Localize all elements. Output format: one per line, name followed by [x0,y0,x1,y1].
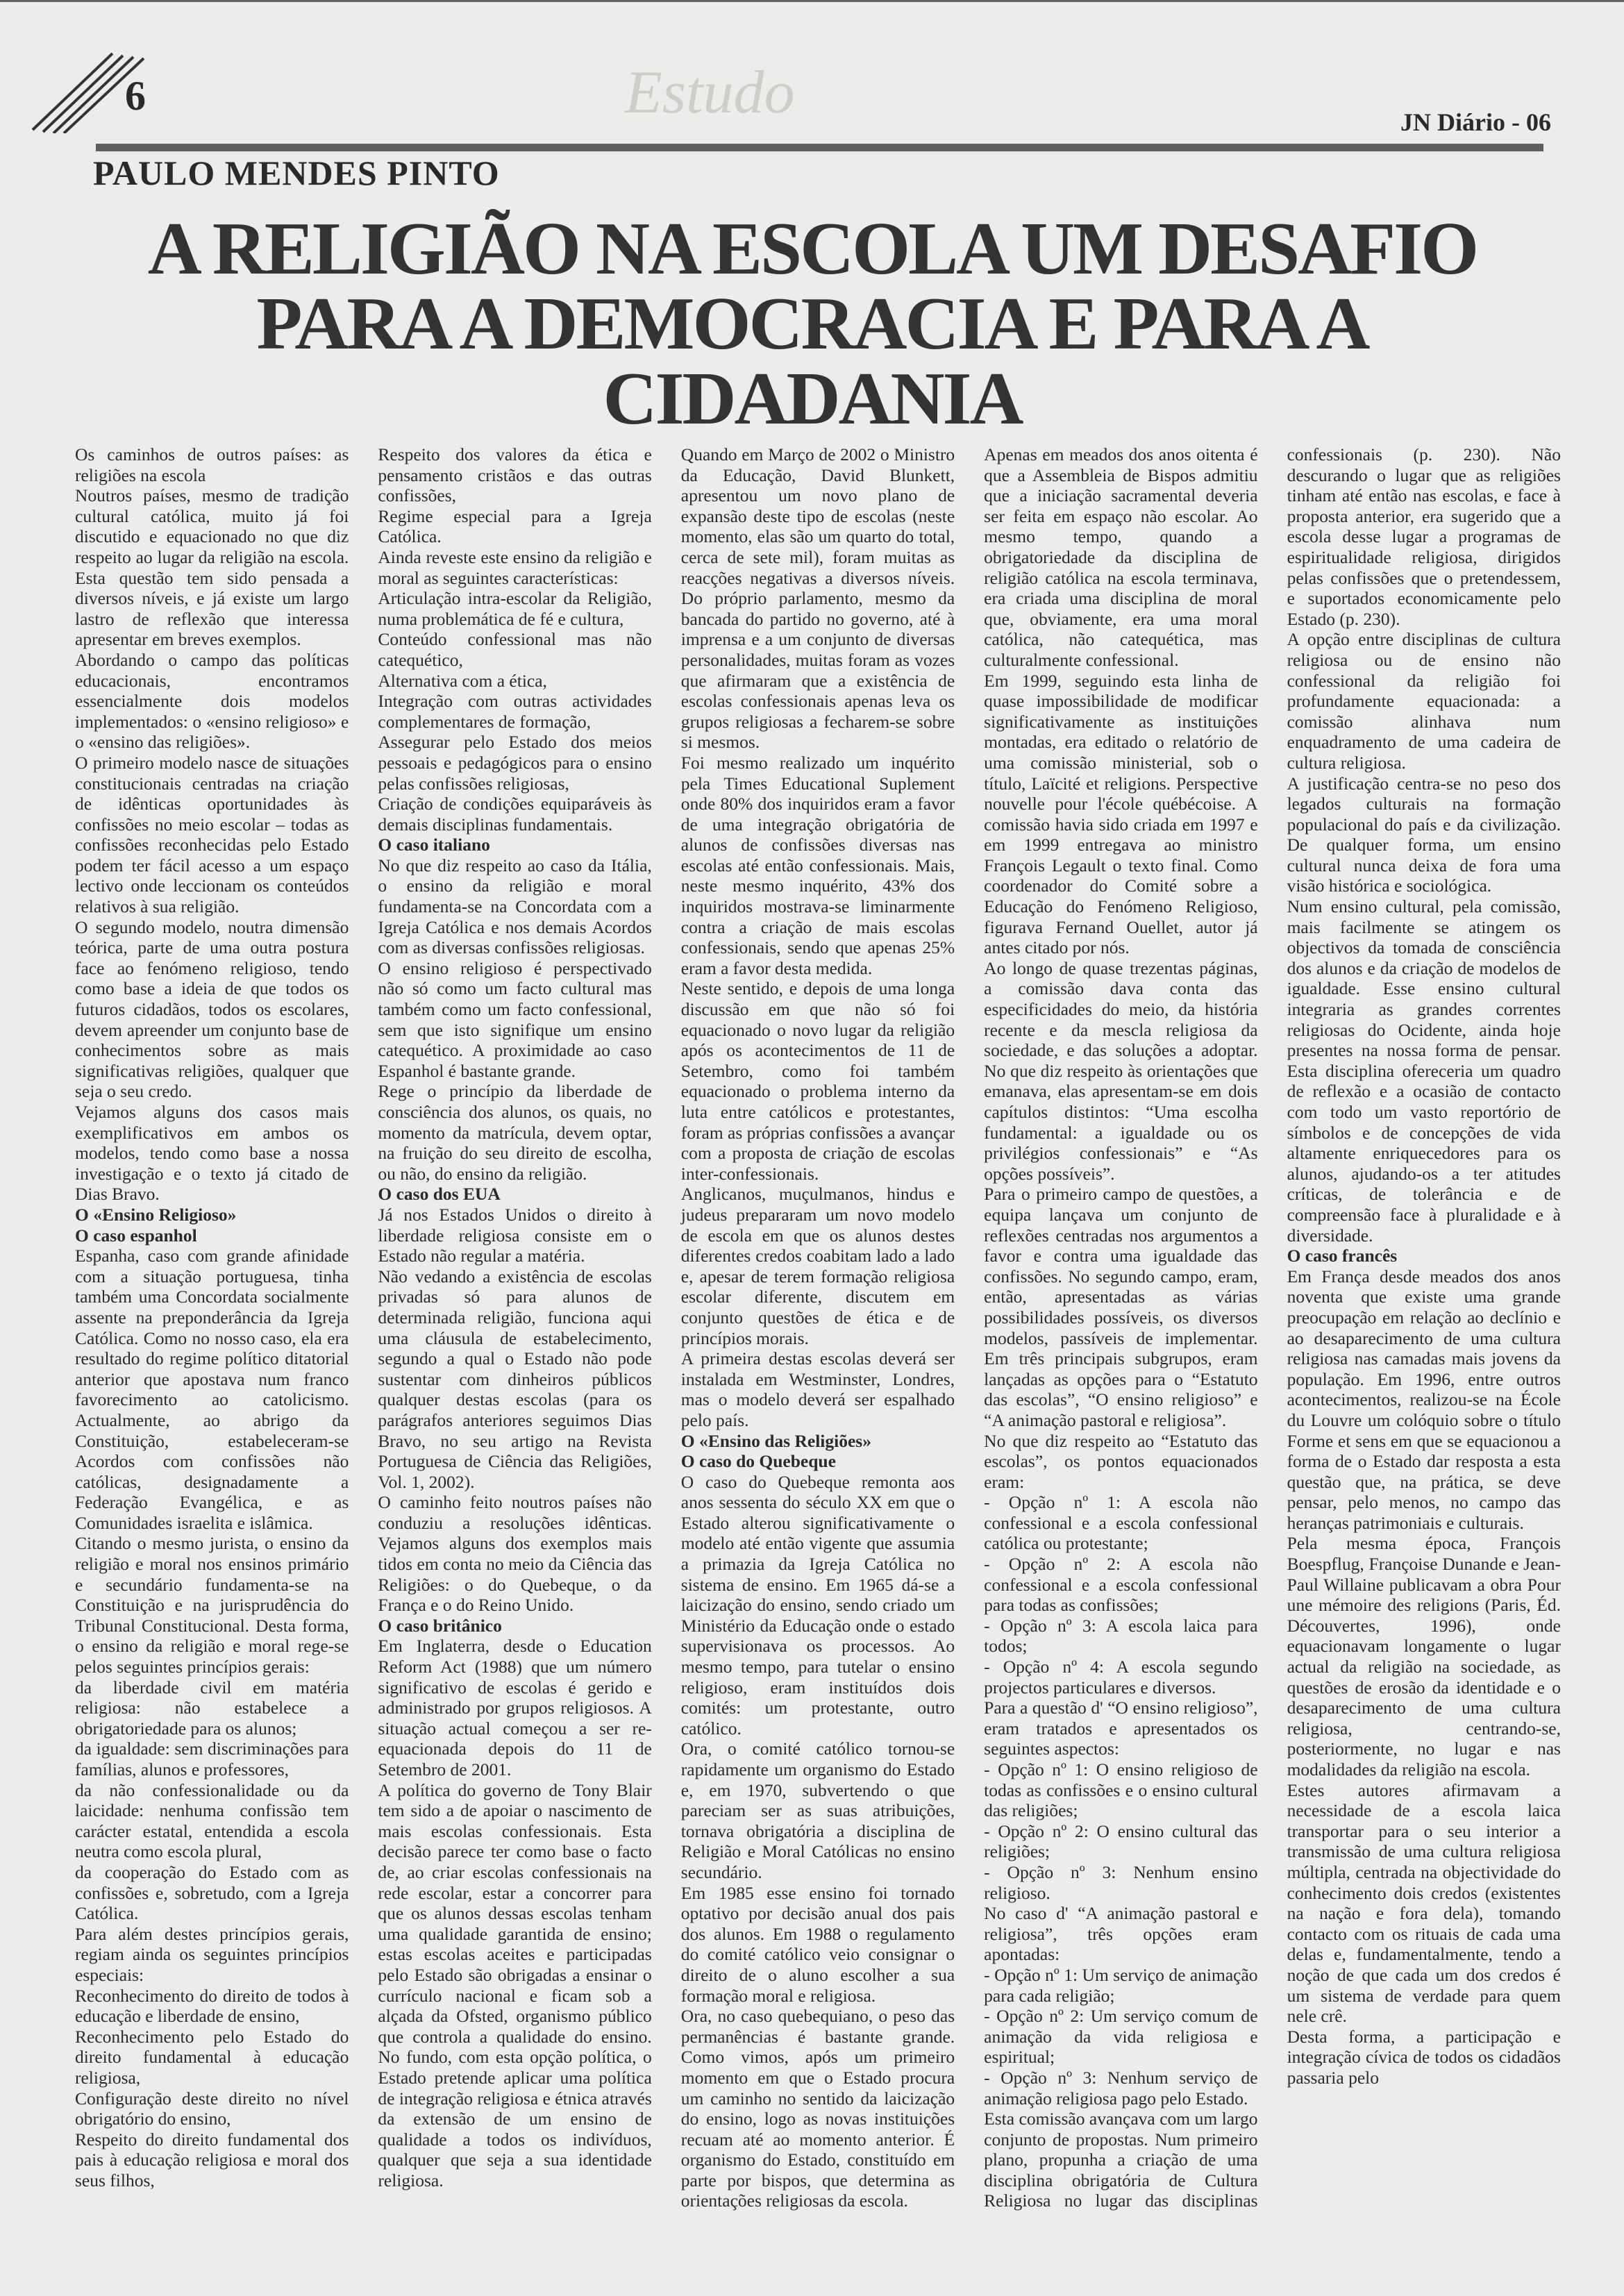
article-paragraph: - Opção nº 2: Um serviço comum de animação da vida religiosa e espiritual; [984,2006,1258,2068]
article-paragraph: No que diz respeito ao caso da Itália, o ensino da religião e moral fundamenta-se na Concordata com a Igreja Católica e nos demais Acordos com as diversas confissões religiosas. [378,855,652,958]
article-paragraph: Ainda reveste este ensino da religião e moral as seguintes características: [378,546,652,588]
article-paragraph: No que diz respeito ao “Estatuto das escolas”, os pontos equacionados eram: [984,1430,1258,1492]
headline-line-3: CIDADANIA [603,358,1022,440]
article-paragraph: - Opção nº 1: O ensino religioso de todas as confissões e o ensino cultural das religiões; [984,1759,1258,1821]
article-subheading: O caso espanhol [75,1225,197,1246]
article-paragraph: Espanha, caso com grande afinidade com a situação portuguesa, tinha também uma Concordata socialmente assente na preponderância da Igreja Católica. Como no nosso caso, ela era resultado do regime político ditatorial anterior que apostava num franco favorecimento ao catolicismo. Actualmente, ao abrigo da Constituição, estabeleceram-se Acordos com confissões não católicas, designadamente a Federação Evangélica, e as Comunidades israelita e islâmica. [75,1246,349,1533]
article-paragraph: Citando o mesmo jurista, o ensino da religião e moral nos ensinos primário e secundário fundamenta-se na Constituição e na jurisprudência do Tribunal Constitucional. Desta forma, o ensino da religião e moral rege-se pelos seguintes princípios gerais: [75,1533,349,1677]
article-paragraph: Pela mesma época, François Boespflug, Françoise Dunande e Jean-Paul Willaine publicavam a obra Pour une mémoire des religions (Paris, Éd. Découvertes, 1996), onde equacionavam longamente o lugar actual da religião na sociedade, as questões de erosão da identidade e o desaparecimento de uma cultura religiosa, centrando-se, posteriormente, no lugar e nas modalidades da religião na escola. [1287,1533,1561,1779]
article-paragraph: O caminho feito noutros países não conduziu a resoluções idênticas. Vejamos alguns dos exemplos mais tidos em conta no meio da Ciência das Religiões: o do Quebeque, o da França e o do Reino Unido. [378,1492,652,1616]
article-paragraph: Estes autores afirmavam a necessidade de a escola laica transportar para o seu interior a transmissão de uma cultura religiosa múltipla, centrada na objectividade do conhecimento dois credos (existentes na nação e fora dela), tomando contacto com os rituais de cada uma delas e, fundamentalmente, tendo a noção de que cada um dos credos é um sistema de verdade para quem nele crê. [1287,1779,1561,2027]
article-paragraph: Em Inglaterra, desde o Education Reform Act (1988) que um número significativo de escolas é gerido e administrado por grupos religiosos. A situação actual começou a ser re-equacionada depois do 11 de Setembro de 2001. [378,1636,652,1779]
article-paragraph: Os caminhos de outros países: as religiões na escola [75,444,349,485]
article-subheading: O caso italiano [378,835,490,855]
article-paragraph: A primeira destas escolas deverá ser instalada em Westminster, Londres, mas o modelo deverá ser espalhado pelo país. [680,1348,955,1430]
article-paragraph: A justificação centra-se no peso dos legados culturais na formação populacional do país e da civilização. De qualquer forma, um ensino cultural nunca deixa de fora uma visão histórica e sociológica. [1287,773,1561,896]
article-paragraph: da não confessionalidade ou da laicidade: nenhuma confissão tem carácter estatal, entendida a escola neutra como escola plural, [75,1779,349,1862]
article-paragraph: da igualdade: sem discriminações para famílias, alunos e professores, [75,1738,349,1779]
article-paragraph: O segundo modelo, noutra dimensão teórica, parte de uma outra postura face ao fenómeno religioso, tendo como base a ideia de que todos os futuros cidadãos, todos os escolares, devem apreender um conjunto base de conhecimentos sobre as mais significativas religiões, qualquer que seja o seu credo. [75,916,349,1102]
article-subheading: O «Ensino das Religiões» [680,1430,871,1451]
article-paragraph: Alternativa com a ética, [378,670,547,691]
article-paragraph: A política do governo de Tony Blair tem sido a de apoiar o nascimento de mais escolas confessionais. Esta decisão parece ter como base o facto de, ao criar escolas confessionais na rede escolar, estar a concorrer para que os alunos dessas escolas tenham uma qualidade garantida de ensino; estas escolas aceites e participadas pelo Estado são obrigadas a ensinar o currículo nacional e ficam sob a alçada da Ofsted, organismo público que controla a qualidade do ensino. No fundo, com esta opção política, o Estado pretende aplicar uma política de integração religiosa e étnica através da extensão de um ensino de qualidade a todos os indivíduos, qualquer que seja a sua identidade religiosa. [378,1779,652,2190]
article-paragraph: Para a questão d' “O ensino religioso”, eram tratados e apresentados os seguintes aspectos: [984,1698,1258,1759]
article-paragraph: Não vedando a existência de escolas privadas só para alunos de determinada religião, funciona aqui uma cláusula de estabelecimento, segundo a qual o Estado não pode sustentar com dinheiros públicos qualquer destas escolas (para os parágrafos anteriores seguimos Dias Bravo, no seu artigo na Revista Portuguesa de Ciência das Religiões, Vol. 1, 2002). [378,1266,652,1492]
article-paragraph: Reconhecimento pelo Estado do direito fundamental à educação religiosa, [75,2026,349,2088]
article-paragraph: Em 1985 esse ensino foi tornado optativo por decisão anual dos pais dos alunos. Em 1988 o regulamento do comité católico veio consignar o direito de o aluno escolher a sua formação moral e religiosa. [680,1882,955,2006]
article-paragraph: - Opção nº 3: A escola laica para todos; [984,1615,1258,1657]
page-number: 6 [125,73,146,119]
article-paragraph: O caso do Quebeque remonta aos anos sessenta do século XX em que o Estado alterou significativamente o modelo até então vigente que assumia a primazia da Igreja Católica no sistema de ensino. Em 1965 dá-se a laicização do ensino, sendo criado um Ministério da Educação onde o estado supervisionava os processos. Ao mesmo tempo, para tutelar o ensino religioso, eram instituídos dois comités: um protestante, outro católico. [680,1471,955,1738]
article-paragraph: Abordando o campo das políticas educacionais, encontramos essencialmente dois modelos implementados: o «ensino religioso» e o «ensino das religiões». [75,649,349,753]
article-paragraph: - Opção nº 1: A escola não confessional e a escola confessional católica ou protestante; [984,1492,1258,1554]
article-paragraph: Respeito dos valores da ética e pensamento cristãos e das outras confissões, [378,444,652,506]
article-paragraph: No caso d' “A animação pastoral e religiosa”, três opções eram apontadas: [984,1903,1258,1965]
article-paragraph: Esta comissão avançava com um largo conjunto de propostas. Num primeiro plano, propunha a criação de uma disciplina obrigatória de Cultura Religiosa no lugar das disciplinas confessionais (p. 230). Não descurando o lugar que as religiões tinham até então nas escolas, e face à proposta anterior, era sugerido que a escola desse lugar a programas de espiritualidade religiosa, dirigidos pelas confissões que o pretendessem, e suportados economicamente pelo Estado (p. 230). [984,444,1561,2211]
article-paragraph: Assegurar pelo Estado dos meios pessoais e pedagógicos para o ensino pelas confissões religiosas, [378,732,652,794]
article-paragraph: A opção entre disciplinas de cultura religiosa ou de ensino não confessional da religião foi profundamente equacionada: a comissão alinhava num enquadramento de uma cadeira de cultura religiosa. [1287,629,1561,773]
article-paragraph: O primeiro modelo nasce de situações constitucionais centradas na criação de idênticas oportunidades às confissões no meio escolar – todas as confissões reconhecidas pelo Estado podem ter fácil acesso a um espaço lectivo onde leccionam os conteúdos relativos à sua religião. [75,752,349,917]
article-paragraph: Conteúdo confessional mas não catequético, [378,629,652,670]
article-paragraph: Foi mesmo realizado um inquérito pela Times Educational Suplement onde 80% dos inquiridos eram a favor de uma integração obrigatória de alunos de confissões diversas nas escolas até então confessionais. Mais, neste mesmo inquérito, 43% dos inquiridos mostrava-se liminarmente contra a criação de mais escolas confessionais, sendo que apenas 25% eram a favor desta medida. [680,752,955,978]
article-paragraph: Noutros países, mesmo de tradição cultural católica, muito já foi discutido e equacionado no que diz respeito ao lugar da religião na escola. Esta questão tem sido pensada a diversos níveis, e já existe um largo lastro de reflexão que interessa apresentar em breves exemplos. [75,485,349,650]
article-paragraph: Respeito do direito fundamental dos pais à educação religiosa e moral dos seus filhos, [75,2129,349,2190]
article-paragraph: Reconhecimento do direito de todos à educação e liberdade de ensino, [75,1985,349,2027]
article-paragraph: Neste sentido, e depois de uma longa discussão em que não só foi equacionado o novo lugar da religião após os acontecimentos de 11 de Setembro, como foi também equacionado o problema interno da luta entre católicos e protestantes, foram as próprias confissões a avançar com a proposta de criação de escolas inter-confessionais. [680,978,955,1184]
article-body [75,444,1561,2222]
headline-line-1: A RELIGIÃO NA ESCOLA UM DESAFIO [147,208,1477,290]
article-paragraph: da liberdade civil em matéria religiosa: não estabelece a obrigatoriedade para os alunos; [75,1677,349,1738]
article-paragraph: - Opção nº 1: Um serviço de animação para cada religião; [984,1964,1258,2006]
article-paragraph: - Opção nº 3: Nenhum serviço de animação religiosa pago pelo Estado. [984,2067,1258,2109]
article-paragraph: O ensino religioso é perspectivado não só como um facto cultural mas também como um facto confessional, sem que isto signifique um ensino catequético. A proximidade ao caso Espanhol é bastante grande. [378,957,652,1081]
headline-line-2: PARA A DEMOCRACIA E PARA A [256,283,1368,365]
article-paragraph: Quando em Março de 2002 o Ministro da Educação, David Blunkett, apresentou um novo plano de expansão deste tipo de escolas (neste momento, elas são um quarto do total, cerca de sete mil), foram muitas as reacções negativas a diversos níveis. Do próprio parlamento, mesmo da bancada do partido no governo, até à imprensa e a um conjunto de diversas personalidades, muitas foram as vozes que afirmaram que a existência de escolas confessionais apenas leva os grupos religiosas a fecharem-se sobre si mesmos. [680,444,955,753]
article-paragraph: Ora, o comité católico tornou-se rapidamente um organismo do Estado e, em 1970, subvertendo o que pareciam ser as suas atribuições, tornava obrigatória a disciplina de Religião e Moral Católicas no ensino secundário. [680,1738,955,1882]
article-paragraph: Para além destes princípios gerais, regiam ainda os seguintes princípios especiais: [75,1923,349,1985]
article-paragraph: Anglicanos, muçulmanos, hindus e judeus prepararam um novo modelo de escola em que os alunos destes diferentes credos coabitam lado a lado e, apesar de terem formação religiosa escolar diferente, discutem em conjunto questões de ética e de princípios morais. [680,1184,955,1348]
article-paragraph: Rege o princípio da liberdade de consciência dos alunos, os quais, no momento da matrícula, devem optar, na fruição do seu direito de escolha, ou não, do ensino da religião. [378,1081,652,1184]
author-name: PAULO MENDES PINTO [93,153,500,192]
article-paragraph: Criação de condições equiparáveis às demais disciplinas fundamentais. [378,794,652,835]
article-paragraph: Apenas em meados dos anos oitenta é que a Assembleia de Bispos admitiu que a iniciação sacramental deveria ser feita em espaço não escolar. Ao mesmo tempo, quando a obrigatoriedade da disciplina de religião católica na escola terminava, era criada uma disciplina de moral que, obviamente, era uma moral católica, não catequética, mas culturalmente confessional. [984,444,1258,670]
article-subheading: O caso britânico [378,1615,502,1636]
article-subheading: O «Ensino Religioso» [75,1204,237,1225]
article-paragraph: Articulação intra-escolar da Religião, numa problemática de fé e cultura, [378,588,652,629]
article-paragraph: Desta forma, a participação e integração cívica de todos os cidadãos passaria pelo [1287,2026,1561,2088]
article-paragraph: Já nos Estados Unidos o direito à liberdade religiosa consiste em o Estado não regular a matéria. [378,1204,652,1266]
article-paragraph: Vejamos alguns dos casos mais exemplificativos em ambos os modelos, tendo como base a nossa investigação e o texto já citado de Dias Bravo. [75,1102,349,1205]
headline [111,208,1514,440]
edition-label: JN Diário - 06 [1400,108,1551,136]
article-paragraph: Para o primeiro campo de questões, a equipa lançava um conjunto de reflexões centradas nos argumentos a favor e contra uma igualdade das confissões. No segundo campo, eram, então, apresentadas as várias possibilidades possíveis, os diversos modelos, passíveis de implementar. Em três principais subgrupos, eram lançadas as opções para o “Estatuto das escolas”, “O ensino religioso” e “A animação pastoral e religiosa”. [984,1184,1258,1430]
article-paragraph: Em 1999, seguindo esta linha de quase impossibilidade de modificar significativamente as instituições montadas, era editado o relatório de uma comissão ministerial, sob o título, Laïcité et religions. Perspective nouvelle pour l'école québécoise. A comissão havia sido criada em 1997 e em 1999 entregava ao ministro François Legault o texto final. Como coordenador do Comité sobre a Educação do Fenómeno Religioso, figurava Fernand Ouellet, autor já antes citado por nós. [984,670,1258,958]
top-border [0,0,1624,2]
section-label: Estudo [625,59,795,126]
article-subheading: O caso francês [1287,1246,1398,1266]
article-paragraph: Ora, no caso quebequiano, o peso das permanências é bastante grande. Como vimos, após um primeiro momento em que o Estado procura um caminho no sentido da laicização do ensino, logo as novas instituições recuam até ao momento anterior. É organismo do Estado, constituído em parte por bispos, que determina as orientações religiosas da escola. [680,2006,955,2211]
article-paragraph: - Opção nº 2: O ensino cultural das religiões; [984,1820,1258,1862]
article-subheading: O caso do Quebeque [680,1451,836,1472]
article-paragraph: - Opção nº 4: A escola segundo projectos particulares e diversos. [984,1657,1258,1698]
header-rule [96,144,1543,151]
article-paragraph: - Opção nº 2: A escola não confessional e a escola confessional para todas as confissões; [984,1554,1258,1616]
article-paragraph: - Opção nº 3: Nenhum ensino religioso. [984,1861,1258,1903]
article-paragraph: Regime especial para a Igreja Católica. [378,505,652,547]
article-paragraph: da cooperação do Estado com as confissões e, sobretudo, com a Igreja Católica. [75,1861,349,1924]
article-subheading: O caso dos EUA [378,1184,501,1205]
article-paragraph: Em França desde meados dos anos noventa que existe uma grande preocupação em relação ao declínio e ao desaparecimento de uma cultura religiosa nas camadas mais jovens da população. Em 1996, entre outros acontecimentos, realizou-se na École du Louvre um colóquio sobre o título Forme et sens em que se equacionou a forma de o Estado dar resposta a esta questão que, na prática, se deve pensar, pelo menos, no campo das heranças patrimoniais e culturais. [1287,1266,1561,1533]
article-paragraph: Configuração deste direito no nível obrigatório do ensino, [75,2088,349,2129]
article-paragraph: Ao longo de quase trezentas páginas, a comissão dava conta das especificidades do meio, da história recente e da mescla religiosa da sociedade, e das soluções a adoptar. No que diz respeito às orientações que emanava, elas apresentam-se em dois capítulos distintos: “Uma escolha fundamental: a igualdade ou os privilégios confessionais” e “As opções possíveis”. [984,957,1258,1184]
article-paragraph: Num ensino cultural, pela comissão, mais facilmente se atingem os objectivos da tomada de consciência dos alunos e da criação de modelos de igualdade. Esse ensino cultural integraria as grandes correntes religiosas do Ocidente, ainda hoje presentes na nossa forma de pensar. Esta disciplina ofereceria um quadro de reflexão e a ocasião de contacto com todo um vasto reportório de símbolos e de concepções de vida altamente enriquecedores para os alunos, ajudando-os a ter atitudes críticas, de tolerância e de compreensão face à pluralidade e à diversidade. [1287,896,1561,1246]
article-paragraph: Integração com outras actividades complementares de formação, [378,691,652,732]
